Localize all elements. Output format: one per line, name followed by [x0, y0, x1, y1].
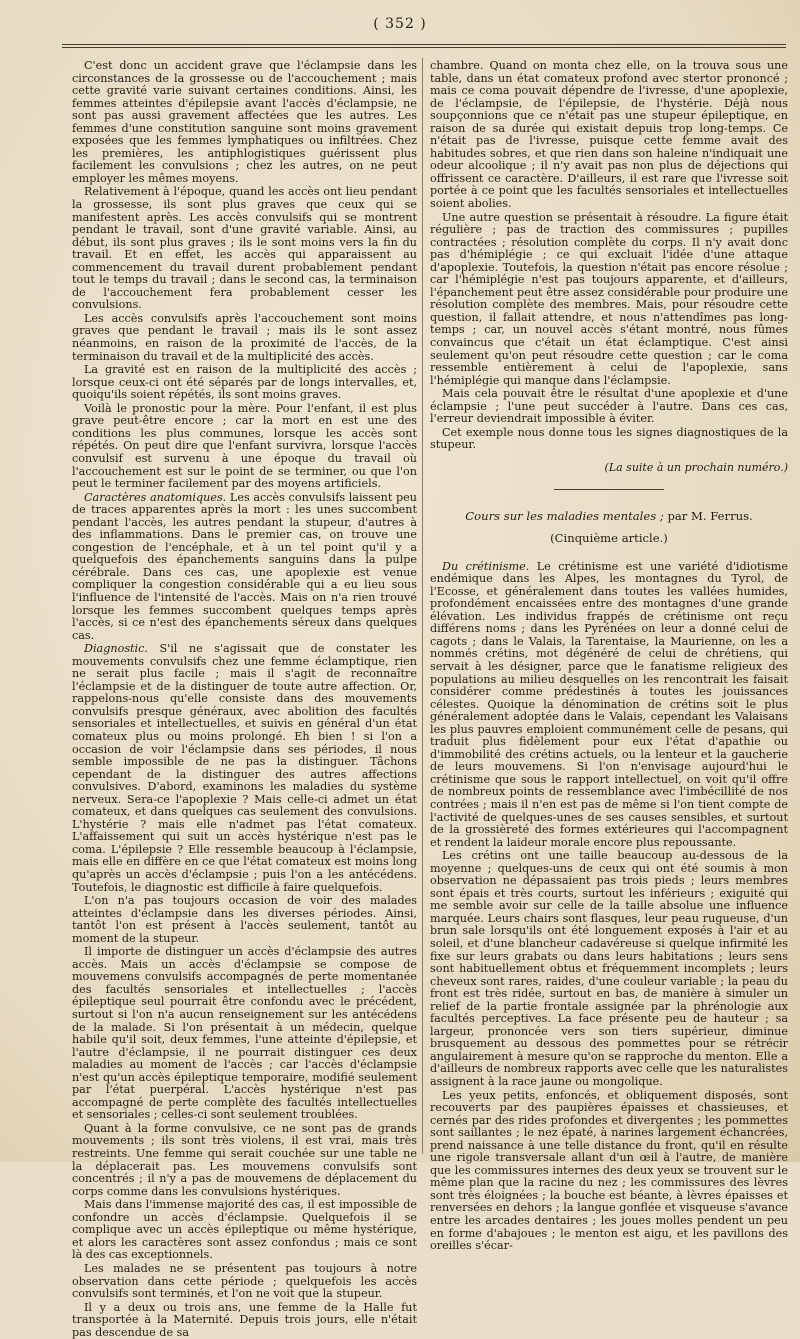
paragraph: Il importe de distinguer un accès d'éclampsie des autres accès. Mais un accès d'éclampsie se compose de mouvemens convulsifs accompagnés de perte momentanée des facultés sensoriales et intellectuelles ; l'accès épileptique seul pourrait être confondu avec le précédent, surtout si l'on n'a aucun renseignement sur les antécédens de la malade. Si l'on présentait à un médecin, quelque habile qu'il soit, deux femmes, l'une atteinte d'épilepsie, et l'autre d'éclampsie, il ne pourrait distinguer ces deux maladies au moment de l'accès ; car l'accès d'éclampsie n'est qu'un accès épileptique temporaire, modifié seulement par l'état puerpéral. L'accès hystérique n'est pas accompagné de perte complète des facultés intellectuelles et sensoriales ; celles-ci sont seulement troublées. — [72, 945, 417, 1122]
course-subtitle: (Cinquième article.) — [550, 531, 668, 546]
header-rule-bottom — [62, 47, 786, 48]
section-separator — [554, 489, 664, 490]
left-column — [72, 59, 417, 1339]
continuation-note: (La suite à un prochain numéro.) — [604, 460, 788, 474]
paragraph: Relativement à l'époque, quand les accès ont lieu pendant la grossesse, ils sont plus graves que ceux qui se manifestent après. Les accès convulsifs qui se montrent pendant le travail, sont d'une gravité variable. Ainsi, au début, ils sont plus graves ; ils le sont moins vers la fin du travail. Et en effet, les accès qui apparaissent au commencement du travail durent probablement pendant tout le temps du travail ; dans le second cas, la terminaison de l'accouchement fera probablement cesser les convulsions. — [72, 185, 417, 312]
section-label-cretinisme: Du crétinisme. — [442, 559, 530, 573]
paragraph: Quant à la forme convulsive, ce ne sont pas de grands mouvements ; ils sont très violens, il est vrai, mais très restreints. Une femme qui serait couchée sur une table ne la déplacerait pas. Les mouvemens convulsifs sont concentrés ; il n'y a pas de mouvemens de déplacement du corps comme dans les convulsions hystériques. — [72, 1121, 417, 1198]
paragraph: Les malades ne se présentent pas toujours à notre observation dans cette période ; quelquefois les accès convulsifs sont terminés, et l'on ne voit que la stupeur. — [72, 1261, 417, 1301]
course-title-author: par M. Ferrus. — [663, 508, 753, 523]
section-text: Le crétinisme est une variété d'idiotisme endémique dans les Alpes, les montagnes du Tyrol, de l'Ecosse, et généralement dans toutes les vallées humides, profondément encaissées entre des montagnes d'une grande élévation. Les individus frappés de crétinisme ont reçu différens noms ; dans les Pyrénées on leur a donné celui de cagots ; dans le Valais, la Tarentaise, la Maurienne, on les a nommés crétins, mot dégénéré de celui de chrétiens, qui servait à les désigner, parce que le fanatisme religieux des populations au milieu desquelles on les rencontrait les faisait considérer comme prédestinés à toutes les jouissances célestes. Quoique la dénomination de crétins soit le plus généralement adoptée dans le Valais, cependant les Valaisans les plus pauvres emploient communément celle de pesans, qui traduit plus fidèlement pour eux l'état d'apathie ou d'immobilité des crétins actuels, ou la lenteur et la gaucherie de leurs mouvemens. Si l'on n'envisage aujourd'hui le crétinisme que sous le rapport intellectuel, on voit qu'il offre de nombreux points de ressemblance avec l'imbécillité de nos contrées ; mais il n'en est pas de même si l'on tient compte de l'activité de quelques-unes de ses causes sensibles, et surtout de la grossièreté des formes extérieures qui l'accompagnent et rendent la laideur morale encore plus repoussante. — [430, 559, 789, 849]
paragraph: Une autre question se présentait à résoudre. La figure était régulière ; pas de traction des commissures ; pupilles contractées ; résolution complète du corps. Il n'y avait donc pas d'hémiplégie ; ce qui excluait l'idée d'une attaque d'apoplexie. Toutefois, la question n'était pas encore résolue ; car l'hémiplégie n'est pas toujours apparente, et d'ailleurs, l'épanchement peut être assez considérable pour produire une résolution complète des membres. Mais, pour résoudre cette question, il fallait attendre, et nous n'attendîmes pas long-temps ; car, un nouvel accès s'étant montré, nous fûmes convaincus que c'était un état éclamptique. C'est ainsi seulement qu'on peut résoudre cette question ; car le coma ressemble entièrement à celui de l'apoplexie, sans l'hémiplégie qui manque dans l'éclampsie. — [430, 210, 788, 387]
paragraph: Mais dans l'immense majorité des cas, il est impossible de confondre un accès d'éclampsie. Quelquefois il se complique avec un accès épileptique ou même hystérique, et alors les caractères sont assez confondus ; mais ce sont là des cas exceptionnels. — [72, 1198, 417, 1262]
section-label-caracteres: Caractères anatomiques. — [84, 490, 227, 504]
section-text: S'il ne s'agissait que de constater les mouvements convulsifs chez une femme éclamptique, rien ne serait plus facile ; mais il s'agit de reconnaître l'éclampsie et de la distinguer de toute autre affection. Or, rappelons-nous qu'elle consiste dans des mouvements convulsifs presque généraux, avec abolition des facultés sensoriales et intellectuelles, et suivis en général d'un état comateux plus ou moins prolongé. Eh bien ! si l'on a occasion de voir l'éclampsie dans ses périodes, il nous semble impossible de ne pas la distinguer. Tâchons cependant de la distinguer des autres affections convulsives. D'abord, examinons les maladies du système nerveux. Sera-ce l'apoplexie ? Mais celle-ci admet un état comateux, et dans quelques cas seulement des convulsions. L'hystérie ? mais elle n'admet pas l'état comateux. L'affaissement qui suit un accès hystérique n'est pas le coma. L'épilepsie ? Elle ressemble beaucoup à l'éclampsie, mais elle en diffère en ce que l'état comateux est moins long qu'après un accès d'éclampsie ; puis l'on a les antécédens. Toutefois, le diagnostic est difficile à faire quelquefois. — [72, 642, 417, 894]
paragraph: Les accès convulsifs après l'accouchement sont moins graves que pendant le travail ; mais ils le sont assez néanmoins, en raison de la proximité de l'accès, de la terminaison du travail et de la multiplicité des accès. — [72, 311, 417, 363]
diagnostic-paragraph — [72, 643, 417, 894]
section-label-diagnostic: Diagnostic. — [84, 642, 148, 656]
page-number: ( 352 ) — [373, 16, 427, 32]
cretinisme-paragraph — [430, 561, 788, 850]
course-title-italic: Cours sur les maladies mentales ; — [465, 508, 664, 523]
paragraph: Voilà le pronostic pour la mère. Pour l'enfant, il est plus grave peut-être encore ; car la mort en est une des conditions les plus communes, lorsque les accès sont répétés. On peut dire que l'enfant survivra, lorsque l'accès convulsif est survenu à une époque du travail où l'accouchement est sur le point de se terminer, ou que l'on peut le terminer facilement par des moyens artificiels. — [72, 401, 417, 491]
section-text: Les accès convulsifs laissent peu de traces apparentes après la mort : les unes succombent pendant l'accès, les autres pendant la stupeur, d'autres à des inflammations. Dans le premier cas, on trouve une congestion de l'encéphale, et à un tel point qu'il y a quelquefois des épanchements sanguins dans la pulpe cérébrale. Dans ces cas, une apoplexie est venue compliquer la congestion considérable qui a eu lieu sous l'influence de l'intensité de l'accès. Mais on n'a rien trouvé lorsque les femmes succombent quelques temps après l'accès, si ce n'est des épanchements séreux dans quelques cas. — [72, 490, 417, 642]
paragraph: Il y a deux ou trois ans, une femme de la Halle fut transportée à la Maternité. Depuis trois jours, elle n'était pas descendue de sa — [72, 1300, 417, 1339]
paragraph: Cet exemple nous donne tous les signes diagnostiques de la stupeur. — [430, 425, 788, 452]
caracteres-paragraph — [72, 492, 417, 643]
column-divider — [422, 58, 423, 1154]
paragraph: Mais cela pouvait être le résultat d'une apoplexie et d'une éclampsie ; l'une peut succéder à l'autre. Dans ces cas, l'erreur deviendrait impossible à éviter. — [430, 387, 788, 426]
paragraph: C'est donc un accident grave que l'éclampsie dans les circonstances de la grossesse ou de l'accouchement ; mais cette gravité varie suivant certaines conditions. Ainsi, les femmes atteintes d'épilepsie avant l'accès d'éclampsie, ne sont pas aussi gravement affectées que les autres. Les femmes d'une constitution sanguine sont moins gravement exposées que les femmes lymphatiques ou infiltrées. Chez les premières, les antiphlogistiques guérissent plus facilement les convulsions ; chez les autres, on ne peut employer les mêmes moyens. — [72, 59, 417, 185]
paragraph: Les yeux petits, enfoncés, et obliquement disposés, sont recouverts par des paupières épaisses et chassieuses, et cernés par des rides profondes et divergentes ; les pommettes sont saillantes ; le nez épaté, à narines largement échancrées, prend naissance à une telle distance du front, qu'il en résulte une rigole transversale allant d'un œil à l'autre, de manière que les commissures internes des deux yeux se trouvent sur le même plan que la racine du nez ; les commissures des lèvres sont très éloignées ; la bouche est béante, à lèvres épaisses et renversées en dehors ; la langue gonflée et visqueuse s'avance entre les arcades dentaires ; les joues molles pendent un peu en forme d'abajoues ; le menton est aigu, et les pavillons des oreilles s'écar- — [430, 1088, 788, 1253]
course-title — [430, 510, 788, 523]
header-rule-top — [62, 44, 786, 45]
paragraph: chambre. Quand on monta chez elle, on la trouva sous une table, dans un état comateux profond avec stertor prononcé ; mais ce coma pouvait dépendre de l'ivresse, d'une apoplexie, de l'éclampsie, de l'épilepsie, de l'hystérie. Déjà nous soupçonnions que ce n'était pas une stupeur épileptique, en raison de sa durée qui existait depuis trop long-temps. Ce n'était pas de l'ivresse, puisque cette femme avait des habitudes sobres, et que rien dans son haleine n'indiquait une odeur alcoolique ; il n'y avait pas non plus de déjections qui offrissent ce caractère. D'ailleurs, il est rare que l'ivresse soit portée à ce point que les facultés sensoriales et intellectuelles soient abolies. — [430, 59, 788, 211]
paragraph: Les crétins ont une taille beaucoup au-dessous de la moyenne ; quelques-uns de ceux qui ont été soumis à mon observation ne dépassaient pas trois pieds ; leurs membres sont épais et très courts, surtout les inférieurs ; exiguité qui me semble avoir sur celle de la taille absolue une influence marquée. Leurs chairs sont flasques, leur peau rugueuse, d'un brun sale lorsqu'ils ont été longuement exposés à l'air et au soleil, et d'une blancheur cadavéreuse si quelque infirmité les fixe sur leurs grabats ou dans leurs habitations ; leurs sens sont habituellement obtus et fréquemment incomplets ; leurs cheveux sont rares, raides, d'une couleur variable ; la peau du front est très ridée, surtout en bas, de manière à simuler un relief de la partie frontale assignée par la phrénologie aux facultés perceptives. La face présente peu de hauteur ; sa largeur, prononcée vers son tiers supérieur, diminue brusquement au dessous des pommettes pour se rétrécir angulairement à mesure qu'on se rapproche du menton. Elle a d'ailleurs de nombreux rapports avec celle que les naturalistes assignent à la race jaune ou mongolique. — [430, 849, 788, 1089]
right-column — [430, 59, 789, 1253]
paragraph: L'on n'a pas toujours occasion de voir des malades atteintes d'éclampsie dans les diverses périodes. Ainsi, tantôt l'on est présent à l'accès seulement, tantôt au moment de la stupeur. — [72, 894, 417, 945]
paragraph: La gravité est en raison de la multiplicité des accès ; lorsque ceux-ci ont été séparés par de longs intervalles, et, quoiqu'ils soient répétés, ils sont moins graves. — [72, 363, 417, 402]
